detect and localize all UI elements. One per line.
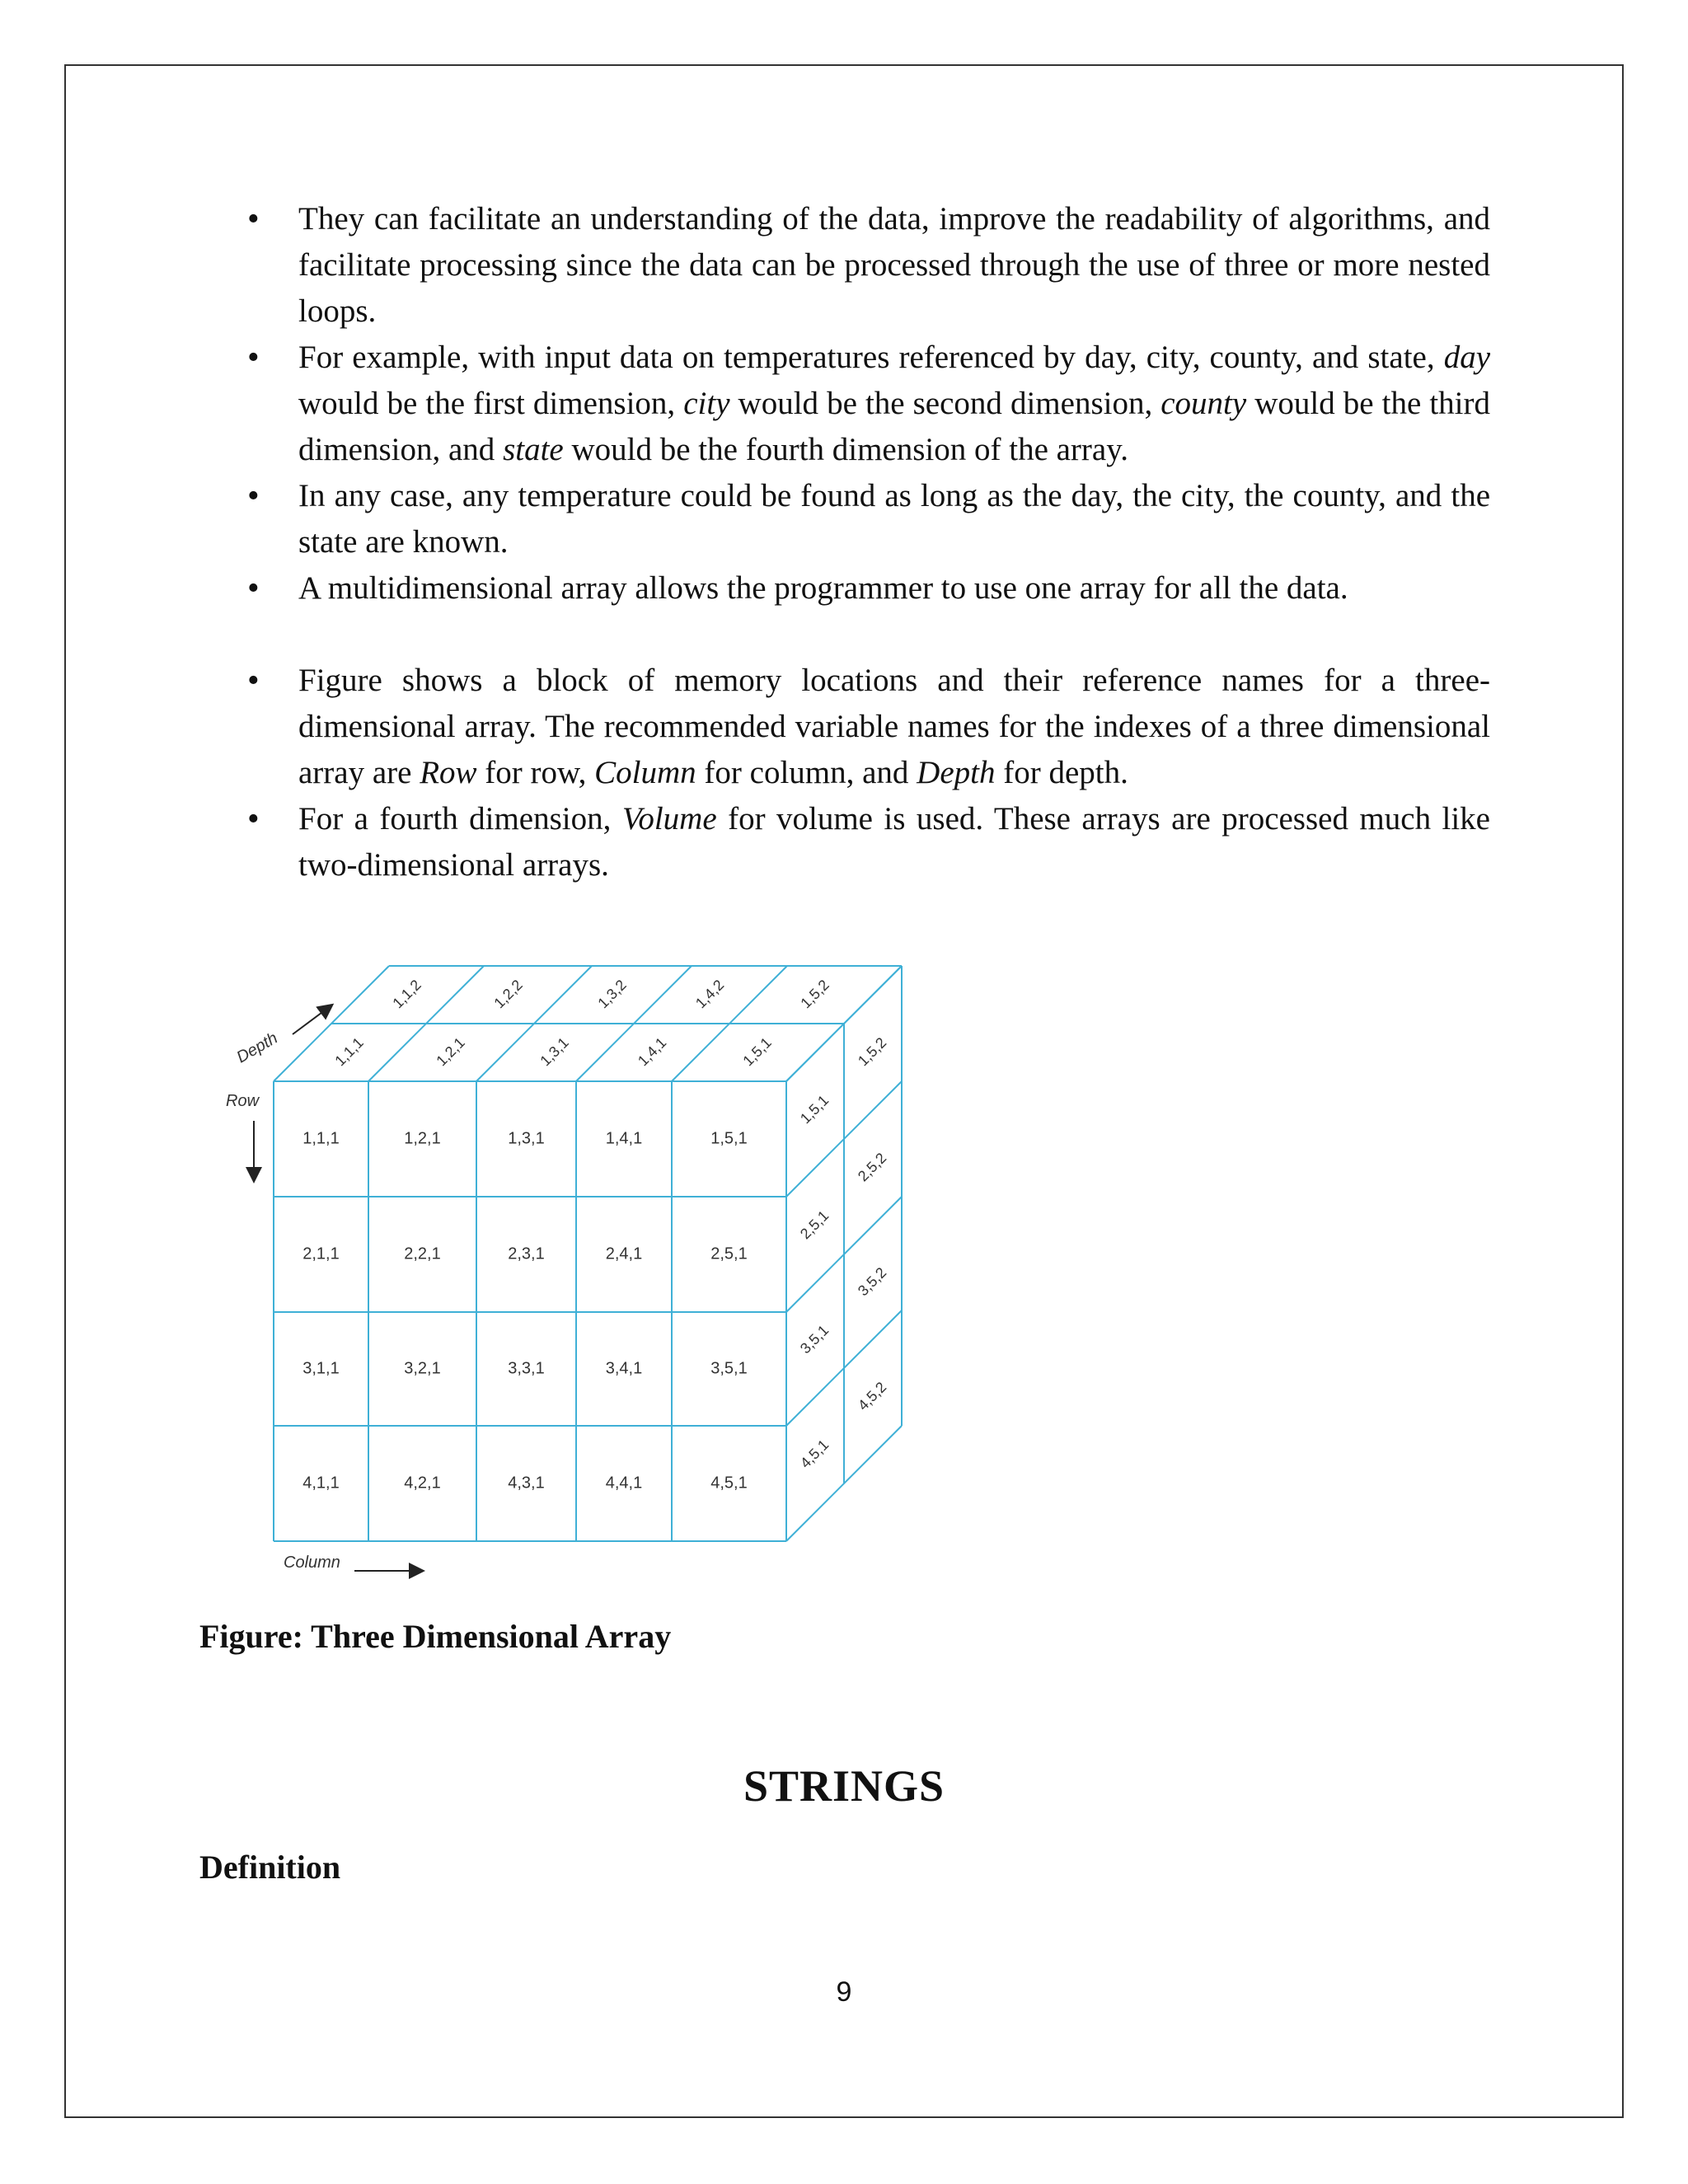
front-cell-label: 1,2,1 bbox=[404, 1129, 441, 1148]
top-cell-label: 1,4,2 bbox=[692, 976, 728, 1012]
bullet-list bbox=[247, 196, 1490, 888]
row-axis-label: Row bbox=[226, 1092, 260, 1110]
front-cell-label: 3,1,1 bbox=[302, 1359, 340, 1378]
text-run: They can facilitate an understanding of the data, improve the readability of algorithms, and facilitate processing since the data can be processed through the use of three or more nested loops. bbox=[298, 201, 1490, 329]
text-run: would be the fourth dimension of the array. bbox=[563, 432, 1128, 467]
front-cell-label: 1,4,1 bbox=[605, 1129, 643, 1148]
bullet-item bbox=[247, 796, 1490, 888]
top-cell-label: 1,3,1 bbox=[537, 1033, 572, 1070]
text-run: would be the second dimension, bbox=[729, 386, 1161, 421]
bullet-item bbox=[247, 565, 1490, 612]
text-run: For example, with input data on temperatures referenced by day, city, county, and state, bbox=[298, 340, 1444, 375]
top-cell-label: 1,1,2 bbox=[389, 976, 424, 1012]
bullet-item bbox=[247, 335, 1490, 473]
front-cell-label: 3,3,1 bbox=[508, 1359, 545, 1378]
figure-caption: Figure: Three Dimensional Array bbox=[199, 1618, 672, 1655]
italic-term: county bbox=[1160, 386, 1247, 421]
text-run: for column, and bbox=[696, 755, 917, 790]
bullet-item bbox=[247, 473, 1490, 565]
side-cell-label: 1,5,1 bbox=[796, 1091, 832, 1127]
top-cell-label: 1,2,2 bbox=[490, 976, 526, 1012]
italic-term: Depth bbox=[917, 755, 996, 790]
front-cell-label: 3,4,1 bbox=[605, 1359, 643, 1378]
page-number: 9 bbox=[836, 1976, 852, 2008]
text-run: For a fourth dimension, bbox=[298, 801, 622, 837]
top-cell-label: 1,3,2 bbox=[594, 976, 630, 1012]
text-run: would be the third dimension, and bbox=[298, 386, 1490, 467]
front-cell-label: 2,2,1 bbox=[404, 1244, 441, 1263]
italic-term: Column bbox=[594, 755, 696, 790]
top-cell-label: 1,5,1 bbox=[739, 1033, 775, 1070]
section-heading: STRINGS bbox=[743, 1761, 945, 1811]
italic-term: city bbox=[683, 386, 730, 421]
text-run: for row, bbox=[476, 755, 595, 790]
front-cell-label: 3,5,1 bbox=[710, 1359, 748, 1378]
front-cell-label: 4,1,1 bbox=[302, 1474, 340, 1493]
front-cell-label: 1,5,1 bbox=[710, 1129, 748, 1148]
subsection-heading: Definition bbox=[199, 1849, 341, 1886]
bullet-item bbox=[247, 658, 1490, 796]
top-cell-label: 1,1,1 bbox=[331, 1033, 367, 1070]
front-cell-label: 1,3,1 bbox=[508, 1129, 545, 1148]
side-cell-label: 2,5,1 bbox=[796, 1207, 832, 1243]
front-cell-label: 4,3,1 bbox=[508, 1474, 545, 1493]
front-cell-label: 2,3,1 bbox=[508, 1244, 545, 1263]
front-cell-label: 2,4,1 bbox=[605, 1244, 643, 1263]
column-axis-label: Column bbox=[284, 1554, 340, 1572]
front-cell-label: 4,2,1 bbox=[404, 1474, 441, 1493]
top-cell-label: 1,4,1 bbox=[634, 1033, 670, 1070]
side-cell-label: 3,5,1 bbox=[796, 1321, 832, 1357]
front-cell-label: 4,5,1 bbox=[710, 1474, 748, 1493]
front-cell-label: 4,4,1 bbox=[605, 1474, 643, 1493]
front-cell-label: 2,1,1 bbox=[302, 1244, 340, 1263]
array-cube-diagram bbox=[198, 923, 989, 1599]
front-cell-label: 1,1,1 bbox=[302, 1129, 340, 1148]
side-cell-label: 4,5,2 bbox=[854, 1378, 890, 1414]
text-run: Figure shows a block of memory locations and their reference names for a three-dimensional array. The recommended variable names for the indexes of a three dimensional array are bbox=[298, 663, 1490, 790]
italic-term: Volume bbox=[621, 801, 717, 837]
italic-term: Row bbox=[420, 755, 477, 790]
side-cell-label: 4,5,1 bbox=[796, 1436, 832, 1472]
bullet-item bbox=[247, 196, 1490, 335]
text-run: would be the first dimension, bbox=[298, 386, 684, 421]
text-run: for depth. bbox=[995, 755, 1128, 790]
italic-term: state bbox=[503, 432, 564, 467]
front-cell-label: 2,5,1 bbox=[710, 1244, 748, 1263]
depth-axis-label: Depth bbox=[233, 1029, 281, 1067]
side-cell-label: 1,5,2 bbox=[854, 1033, 890, 1070]
cube-cell-labels bbox=[302, 977, 889, 1492]
side-cell-label: 2,5,2 bbox=[854, 1149, 890, 1185]
front-cell-label: 3,2,1 bbox=[404, 1359, 441, 1378]
side-cell-label: 3,5,2 bbox=[854, 1263, 890, 1300]
top-cell-label: 1,2,1 bbox=[433, 1033, 468, 1070]
text-run: for volume is used. These arrays are processed much like two-dimensional arrays. bbox=[298, 801, 1490, 883]
text-run: A multidimensional array allows the programmer to use one array for all the data. bbox=[298, 570, 1348, 606]
italic-term: day bbox=[1443, 340, 1490, 375]
top-cell-label: 1,5,2 bbox=[797, 976, 832, 1012]
three-dimensional-array-figure bbox=[198, 923, 989, 1599]
text-run: In any case, any temperature could be found as long as the day, the city, the county, and the state are known. bbox=[298, 478, 1490, 560]
